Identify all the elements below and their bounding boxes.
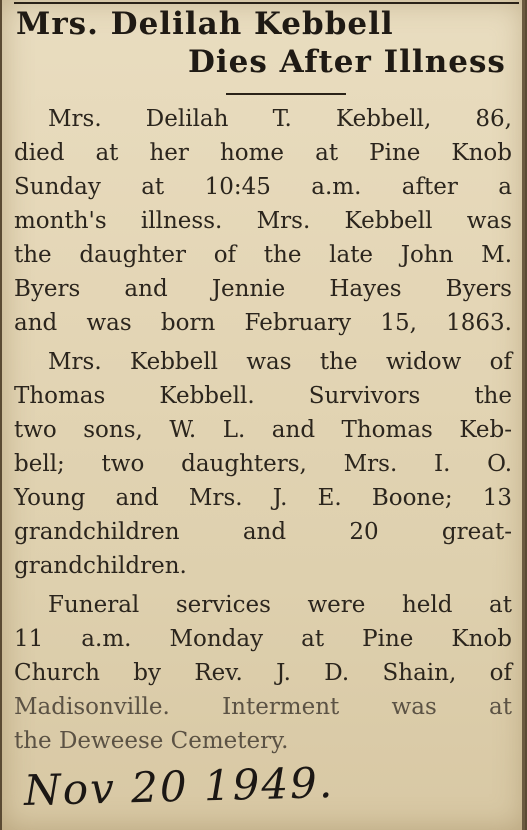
body-line: Young and Mrs. J. E. Boone; 13 xyxy=(14,485,512,511)
body-line: died at her home at Pine Knob xyxy=(14,140,512,166)
body-line: Sunday at 10:45 a.m. after a xyxy=(14,174,512,200)
top-rule xyxy=(14,2,519,4)
headline-line-2: Dies After Illness xyxy=(188,44,506,80)
body-line: and was born February 15, 1863. xyxy=(14,310,512,336)
body-line: grandchildren and 20 great- xyxy=(14,519,512,545)
handwritten-date: Nov 20 1949. xyxy=(23,757,335,816)
newspaper-clipping xyxy=(2,0,525,830)
body-line: month's illness. Mrs. Kebbell was xyxy=(14,208,512,234)
headline-line-1: Mrs. Delilah Kebbell xyxy=(16,6,394,42)
body-line: 11 a.m. Monday at Pine Knob xyxy=(14,626,512,652)
body-line: Funeral services were held at xyxy=(48,592,512,618)
headline-divider xyxy=(226,93,346,95)
body-line: bell; two daughters, Mrs. I. O. xyxy=(14,451,512,477)
body-line: Mrs. Kebbell was the widow of xyxy=(48,349,512,375)
body-line: Byers and Jennie Hayes Byers xyxy=(14,276,512,302)
body-line: Church by Rev. J. D. Shain, of xyxy=(14,660,512,686)
body-line: the daughter of the late John M. xyxy=(14,242,512,268)
body-line: Thomas Kebbell. Survivors the xyxy=(14,383,512,409)
body-line: Madisonville. Interment was at xyxy=(14,694,512,720)
body-line: the Deweese Cemetery. xyxy=(14,728,289,754)
clipping-edge xyxy=(522,0,525,830)
body-line: Mrs. Delilah T. Kebbell, 86, xyxy=(48,106,512,132)
body-line: two sons, W. L. and Thomas Keb- xyxy=(14,417,512,443)
body-line: grandchildren. xyxy=(14,553,187,579)
